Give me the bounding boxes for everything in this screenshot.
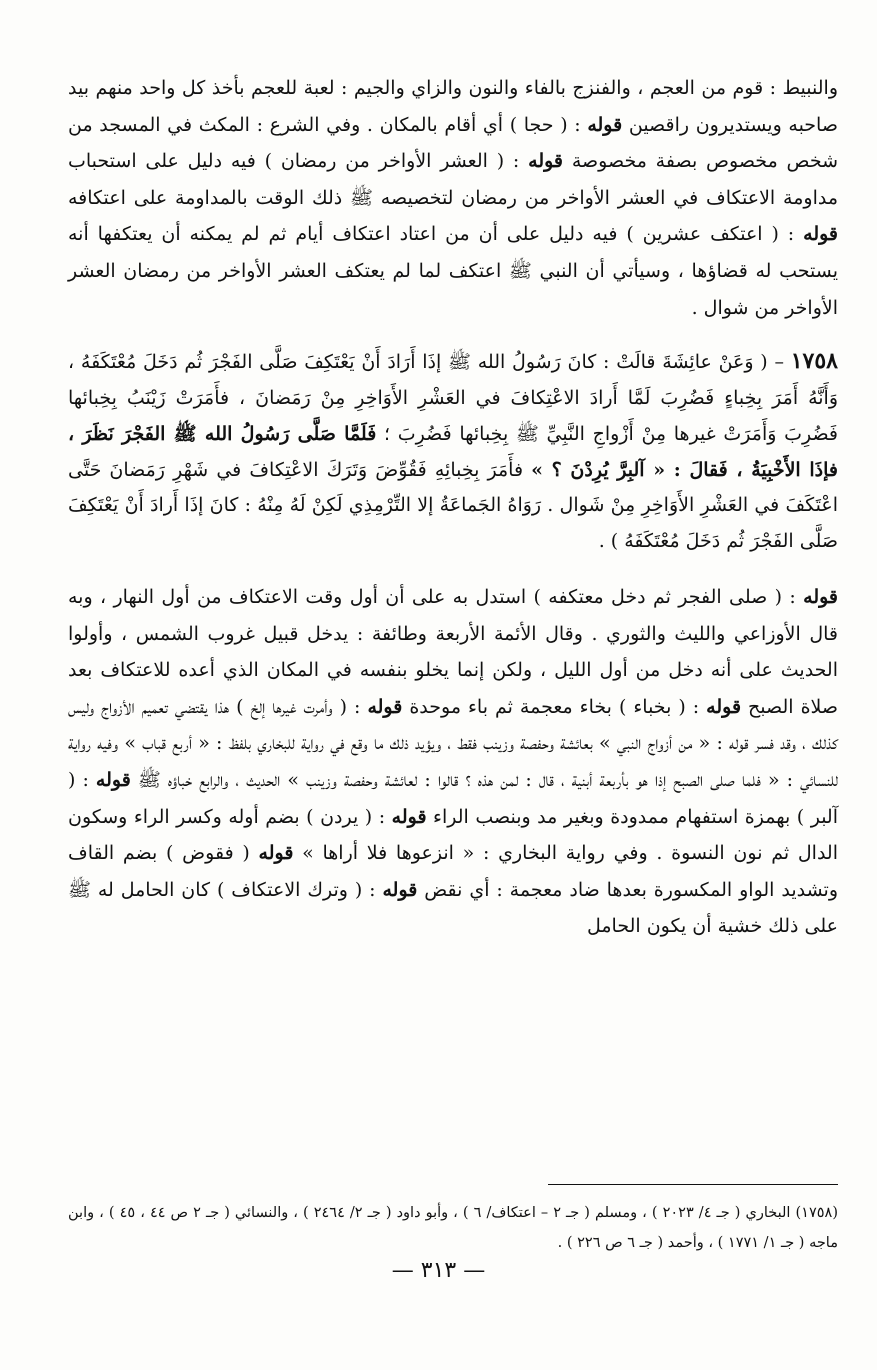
qawluhu-label: قوله — [706, 695, 742, 718]
qawluhu-label: قوله — [258, 842, 294, 865]
qawluhu-label: قوله — [382, 878, 418, 901]
qawluhu-label: قوله — [391, 805, 427, 828]
page-number: — ٣١٣ — — [391, 1258, 486, 1283]
commentary-paragraph: قوله : ( صلى الفجر ثم دخل معتكفه ) استدل به على أن أول وقت الاعتكاف من أول النهار ، وبه قال الأوزاعي والليث والثوري . وقال الأئمة الأربعة وطائفة : يدخل قبيل غروب الشمس ، وأولوا الحديث على أنه دخل من أول الليل ، ولكن إنما يخلو بنفسه في المكان الذي أعده للاعتكاف بعد صلاة الصبح قوله : ( بخباء ) بخاء معجمة ثم باء موحدة قوله : ( وأمرت غيرها إلخ ) هذا يقتضي تعميم الأزواج وليس كذلك ، وقد فسر قوله : « من أزواج النبي » بعائشة وحفصة وزينب فقط ، ويؤيد ذلك ما وقع في رواية للبخاري بلفظ : « أربع قباب » وفيه رواية للنسائي : « فلما صلى الصبح إذا هو بأربعة أبنية ، قال : لمن هذه ؟ قالوا : لعائشة وحفصة وزينب » الحديث ، والرابع خباؤه ﷺ قوله : ( آلبر ) بهمزة استفهام ممدودة وبغير مد وبنصب الراء قوله : ( يردن ) بضم أوله وكسر الراء وسكون الدال ثم نون النسوة . وفي رواية البخاري : « انزعوها فلا أراها » قوله ( فقوض ) بضم القاف وتشديد الواو المكسورة بعدها ضاد معجمة : أي نقض قوله : ( وترك الاعتكاف ) كان الحامل له ﷺ على ذلك خشية أن يكون الحامل — [68, 585, 839, 938]
qawluhu-label: قوله — [95, 768, 131, 791]
hadith-bold-passage: فَلَمَّا صَلَّى رَسُولُ الله ﷺ الفَجْرَ نَظَرَ ، فإذَا الأَخْبِيَةُ ، فَقالَ : « آلبِرَّ يُرِدْنَ ؟ » — [68, 422, 838, 481]
hadith-number: ١٧٥٨ — [790, 348, 838, 375]
intro-paragraph: والنبيط : قوم من العجم ، والفنزج بالفاء والنون والزاي والجيم : لعبة للعجم بأخذ كل واحد منهم بيد صاحبه ويستديرون راقصين قوله : ( حجا ) أي أقام بالمكان . وفي الشرع : المكث في المسجد من شخص مخصوص بصفة مخصوصة قوله : ( العشر الأواخر من رمضان ) فيه دليل على استحباب مداومة الاعتكاف في العشر الأواخر من رمضان لتخصيصه ﷺ ذلك الوقت بالمداومة على اعتكافه قوله : ( اعتكف عشرين ) فيه دليل على أن من اعتاد اعتكاف أيام ثم لم يمكنه أن يعتكفها أنه يستحب له قضاؤها ، وسيأتي أن النبي ﷺ اعتكف لما لم يعتكف العشر الأواخر من رمضان العشر الأواخر من شوال . — [68, 77, 839, 319]
footnote-divider — [548, 1184, 838, 1185]
qawluhu-label: قوله — [803, 223, 839, 246]
qawluhu-label: قوله — [803, 585, 839, 608]
hadith-text: ١٧٥٨ – ( وَعَنْ عائِشَةَ قالَتْ : كانَ رَسُولُ الله ﷺ إذَا أَرَادَ أَنْ يَعْتَكِفَ صَلَّى الفَجْرَ ثُم دَخَلَ مُعْتَكَفَهُ ، وَأَنَّهُ أَمَرَ بِخِباءٍ فَضُرِبَ لَمَّا أَرادَ الاعْتِكافَ في العَشْرِ الأَوَاخِرِ مِنْ رَمَضانَ ، فأَمَرَتْ زَيْنَبُ بِخِبائها فَضُرِبَ وَأَمَرَتْ غيرها مِنْ أَزْواجِ النَّبِيِّ ﷺ بِخِبائها فَضُرِبَ ؛ فَلَمَّا صَلَّى رَسُولُ الله ﷺ الفَجْرَ نَظَرَ ، فإذَا الأَخْبِيَةُ ، فَقالَ : « آلبِرَّ يُرِدْنَ ؟ » فأَمَرَ بِخِبائِهِ فَقُوِّضَ وَتَرَكَ الاعْتِكافَ في شَهْرِ رَمَضانَ حَتَّى اعْتَكَفَ في العَشْرِ الأَوَاخِرِ مِنْ شَوال . رَوَاهُ الجَماعَةُ إلا التِّرْمِذِي لَكِنْ لَهُ مِنْهُ : كانَ إذَا أَرادَ أَنْ يَعْتَكِفَ صَلَّى الفَجْرَ ثُم دَخَلَ مُعْتَكَفَهُ ) . — [68, 348, 839, 553]
qawluhu-label: قوله — [367, 695, 403, 718]
qawluhu-label: قوله — [587, 113, 623, 136]
qawluhu-label: قوله — [528, 150, 564, 173]
page-body — [68, 70, 838, 945]
footnote: (١٧٥٨) البخاري ( جـ ٤/ ٢٠٢٣ ) ، ومسلم ( جـ ٢ – اعتكاف/ ٦ ) ، وأبو داود ( جـ ٢/ ٢٤٦٤ ) ، والنسائي ( جـ ٢ ص ٤٤ ، ٤٥ ) ، وابن ماجه ( جـ ١/ ١٧٧١ ) ، وأحمد ( جـ ٦ ص ٢٢٦ ) . — [68, 1205, 838, 1251]
